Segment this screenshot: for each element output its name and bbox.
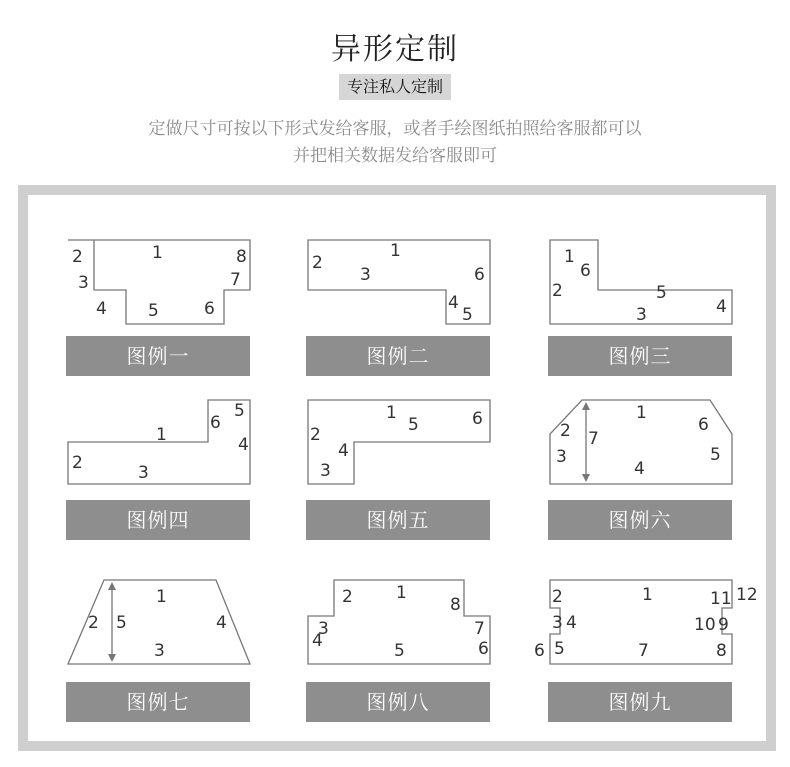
example-5-label: 图例五 [306, 500, 490, 540]
example-4-num-6: 6 [210, 413, 221, 433]
example-2-num-1: 1 [390, 241, 401, 261]
example-9-num-1: 1 [642, 585, 653, 605]
example-9-num-4: 4 [566, 613, 577, 633]
example-2-num-3: 3 [360, 265, 371, 285]
example-9-num-2: 2 [552, 587, 563, 607]
description-line-1: 定做尺寸可按以下形式发给客服，或者手绘图纸拍照给客服都可以 [148, 119, 642, 139]
example-1-num-1: 1 [152, 243, 163, 263]
example-2-num-5: 5 [462, 305, 473, 325]
example-3-num-5: 5 [656, 283, 667, 303]
example-9-num-6: 6 [534, 641, 545, 661]
example-6-label: 图例六 [548, 500, 732, 540]
example-9-num-5: 5 [554, 639, 565, 659]
example-2-shape [306, 238, 492, 330]
example-1-num-2: 2 [72, 247, 83, 267]
example-4-num-1: 1 [156, 425, 167, 445]
example-6-num-3: 3 [556, 447, 567, 467]
example-3-num-4: 4 [716, 297, 727, 317]
example-7-num-3: 3 [154, 641, 165, 661]
example-7-label: 图例七 [66, 682, 250, 722]
example-6-num-4: 4 [634, 459, 645, 479]
example-3-shape [548, 238, 734, 330]
example-6-num-2: 2 [560, 421, 571, 441]
example-8-num-7: 7 [474, 619, 485, 639]
example-7-num-5: 5 [116, 613, 127, 633]
example-4-shape [66, 398, 252, 490]
example-8-num-3: 3 [318, 619, 329, 639]
example-2-label: 图例二 [306, 336, 490, 376]
example-9-num-8: 8 [716, 641, 727, 661]
example-5-num-3: 3 [320, 461, 331, 481]
example-1-shape [66, 238, 252, 330]
example-6-num-6: 6 [698, 415, 709, 435]
example-3-num-6: 6 [580, 261, 591, 281]
example-4-num-2: 2 [72, 453, 83, 473]
examples-panel [28, 195, 766, 741]
example-5-num-1: 1 [386, 403, 397, 423]
example-1-num-8: 8 [236, 247, 247, 267]
example-9-num-12: 12 [736, 585, 758, 605]
example-1-num-3: 3 [78, 273, 89, 293]
example-8-num-8: 8 [450, 595, 461, 615]
example-9-num-11: 11 [710, 589, 732, 609]
example-2-num-4: 4 [448, 293, 459, 313]
example-8-num-4: 4 [312, 631, 323, 651]
example-7-num-1: 1 [156, 587, 167, 607]
example-4-label: 图例四 [66, 500, 250, 540]
example-5-num-6: 6 [472, 409, 483, 429]
example-8-num-2: 2 [342, 587, 353, 607]
example-3-num-2: 2 [552, 281, 563, 301]
example-7-shape [66, 578, 252, 670]
example-1-num-4: 4 [96, 299, 107, 319]
example-5-num-4: 4 [338, 441, 349, 461]
example-9-label: 图例九 [548, 682, 732, 722]
example-9-num-3: 3 [552, 613, 563, 633]
example-7-num-4: 4 [216, 613, 227, 633]
page-title: 异形定制 [331, 32, 459, 67]
example-9-num-7: 7 [638, 641, 649, 661]
example-1-num-5: 5 [148, 301, 159, 321]
example-9-num-10: 10 [694, 615, 716, 635]
example-6-num-1: 1 [636, 403, 647, 423]
example-7-num-2: 2 [88, 613, 99, 633]
example-1-label: 图例一 [66, 336, 250, 376]
example-4-num-5: 5 [234, 401, 245, 421]
example-6-num-5: 5 [710, 445, 721, 465]
page-subtitle-badge: 专注私人定制 [339, 74, 451, 100]
example-5-num-5: 5 [408, 415, 419, 435]
example-5-num-2: 2 [310, 425, 321, 445]
example-3-num-1: 1 [564, 247, 575, 267]
example-9-shape [534, 578, 760, 670]
example-8-shape [306, 578, 492, 670]
example-2-num-2: 2 [312, 253, 323, 273]
example-8-num-1: 1 [396, 583, 407, 603]
description-line-2: 并把相关数据发给客服即可 [293, 146, 497, 166]
example-8-num-6: 6 [478, 639, 489, 659]
example-6-num-7: 7 [588, 429, 599, 449]
example-8-label: 图例八 [306, 682, 490, 722]
example-6-shape [548, 398, 734, 490]
example-4-num-3: 3 [138, 463, 149, 483]
examples-frame [18, 185, 776, 751]
example-5-shape [306, 398, 492, 490]
example-3-label: 图例三 [548, 336, 732, 376]
example-3-num-3: 3 [636, 305, 647, 325]
example-4-num-4: 4 [238, 435, 249, 455]
example-9-num-9: 9 [718, 615, 729, 635]
example-2-num-6: 6 [474, 265, 485, 285]
example-8-num-5: 5 [394, 641, 405, 661]
example-1-num-7: 7 [230, 270, 241, 290]
example-1-num-6: 6 [204, 299, 215, 319]
